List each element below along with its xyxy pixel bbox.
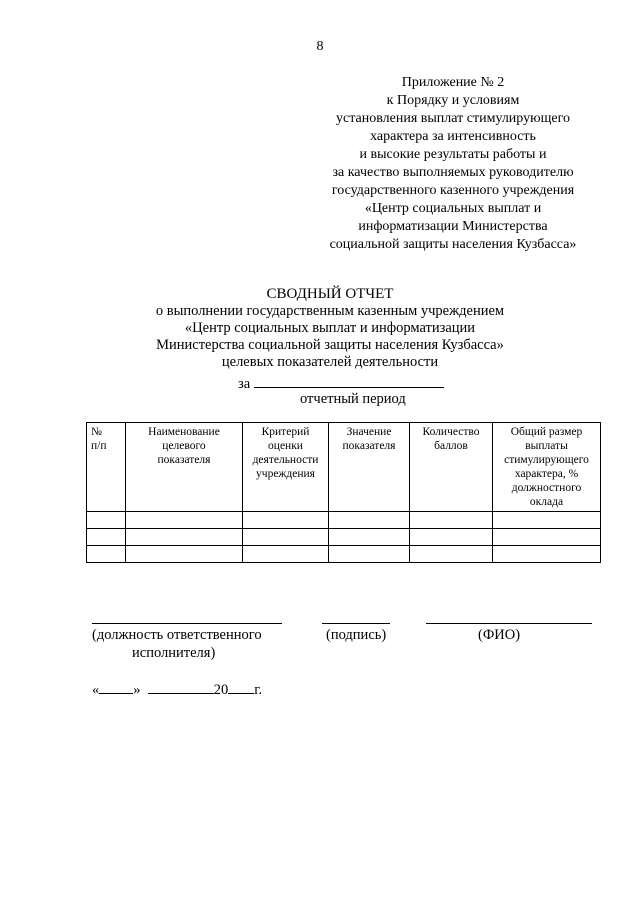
position-label-continued: исполнителя) xyxy=(132,645,216,661)
position-label: (должность ответственного xyxy=(92,627,262,643)
appendix-line: за качество выполняемых руководителю xyxy=(332,165,574,180)
header-number xyxy=(87,423,126,512)
table-cell[interactable] xyxy=(493,529,601,546)
table-cell[interactable] xyxy=(493,512,601,529)
header-value xyxy=(329,423,410,512)
header-payment-size xyxy=(493,423,601,512)
appendix-line: «Центр социальных выплат и xyxy=(364,201,542,216)
table-cell[interactable] xyxy=(87,512,126,529)
table-row xyxy=(87,529,601,546)
header-text: показателя xyxy=(157,454,211,466)
appendix-line: социальной защиты населения Кузбасса» xyxy=(329,237,577,252)
table-cell[interactable] xyxy=(243,546,329,563)
header-indicator-name xyxy=(126,423,243,512)
header-text: Наименование xyxy=(148,426,220,438)
report-title: СВОДНЫЙ ОТЧЕТ xyxy=(266,286,394,302)
header-text: Количество xyxy=(422,426,480,438)
indicators-table xyxy=(86,422,601,563)
table-cell[interactable] xyxy=(493,546,601,563)
period-prefix: за xyxy=(238,376,251,392)
header-criterion xyxy=(243,423,329,512)
year-blank xyxy=(228,680,254,694)
table-cell[interactable] xyxy=(243,512,329,529)
appendix-line: информатизации Министерства xyxy=(358,219,548,234)
table-cell[interactable] xyxy=(87,529,126,546)
appendix-line: Приложение № 2 xyxy=(401,75,505,90)
date-open-quote: « xyxy=(92,682,100,698)
header-text: выплаты xyxy=(525,440,568,452)
report-subtitle-line: Министерства социальной защиты населения Кузбасса» xyxy=(156,337,504,353)
header-text: показателя xyxy=(342,440,396,452)
signature-label: (подпись) xyxy=(326,627,387,643)
appendix-line: и высокие результаты работы и xyxy=(359,147,547,162)
header-text: п/п xyxy=(91,440,107,452)
table-cell[interactable] xyxy=(329,529,410,546)
position-signature-line xyxy=(92,623,282,624)
header-text: Общий размер xyxy=(510,426,583,438)
table-header-row xyxy=(87,423,601,512)
report-subtitle-line: «Центр социальных выплат и информатизации xyxy=(184,320,476,336)
header-text: оценки xyxy=(268,440,303,452)
header-text: Значение xyxy=(346,426,392,438)
date-close-quote: » xyxy=(133,682,141,698)
header-text: характера, % xyxy=(514,468,579,480)
table-cell[interactable] xyxy=(126,529,243,546)
header-text: Критерий xyxy=(261,426,310,438)
table-cell[interactable] xyxy=(126,512,243,529)
report-subtitle-line: о выполнении государственным казенным учреждением xyxy=(155,303,505,319)
header-text: должностного xyxy=(511,482,582,494)
header-text: деятельности xyxy=(252,454,319,466)
table-cell[interactable] xyxy=(329,546,410,563)
header-text: целевого xyxy=(162,440,206,452)
header-text: № xyxy=(91,426,102,438)
header-text: учреждения xyxy=(256,468,315,480)
appendix-line: государственного казенного учреждения xyxy=(331,183,575,198)
appendix-line: характера за интенсивность xyxy=(370,129,536,144)
table-cell[interactable] xyxy=(126,546,243,563)
header-text: оклада xyxy=(529,496,564,508)
report-subtitle-line: целевых показателей деятельности xyxy=(221,354,439,370)
table-cell[interactable] xyxy=(87,546,126,563)
table-cell[interactable] xyxy=(329,512,410,529)
period-caption: отчетный период xyxy=(300,391,406,407)
year-suffix: г. xyxy=(254,682,263,698)
table-row xyxy=(87,546,601,563)
appendix-line: установления выплат стимулирующего xyxy=(336,111,570,126)
header-text: стимулирующего xyxy=(504,454,589,466)
table-cell[interactable] xyxy=(410,529,493,546)
period-blank xyxy=(254,374,444,388)
table-row xyxy=(87,512,601,529)
signature-line xyxy=(322,623,390,624)
date-line xyxy=(92,680,262,699)
month-blank xyxy=(148,680,214,694)
page-number: 8 xyxy=(316,39,324,54)
year-prefix: 20 xyxy=(213,682,229,698)
appendix-line: к Порядку и условиям xyxy=(386,93,520,108)
name-signature-line xyxy=(426,623,592,624)
table-cell[interactable] xyxy=(243,529,329,546)
appendix-block xyxy=(310,74,596,254)
day-blank xyxy=(99,680,133,694)
table-cell[interactable] xyxy=(410,512,493,529)
header-points xyxy=(410,423,493,512)
name-label: (ФИО) xyxy=(478,627,521,643)
report-heading xyxy=(100,286,560,371)
header-text: баллов xyxy=(434,440,468,452)
table-cell[interactable] xyxy=(410,546,493,563)
